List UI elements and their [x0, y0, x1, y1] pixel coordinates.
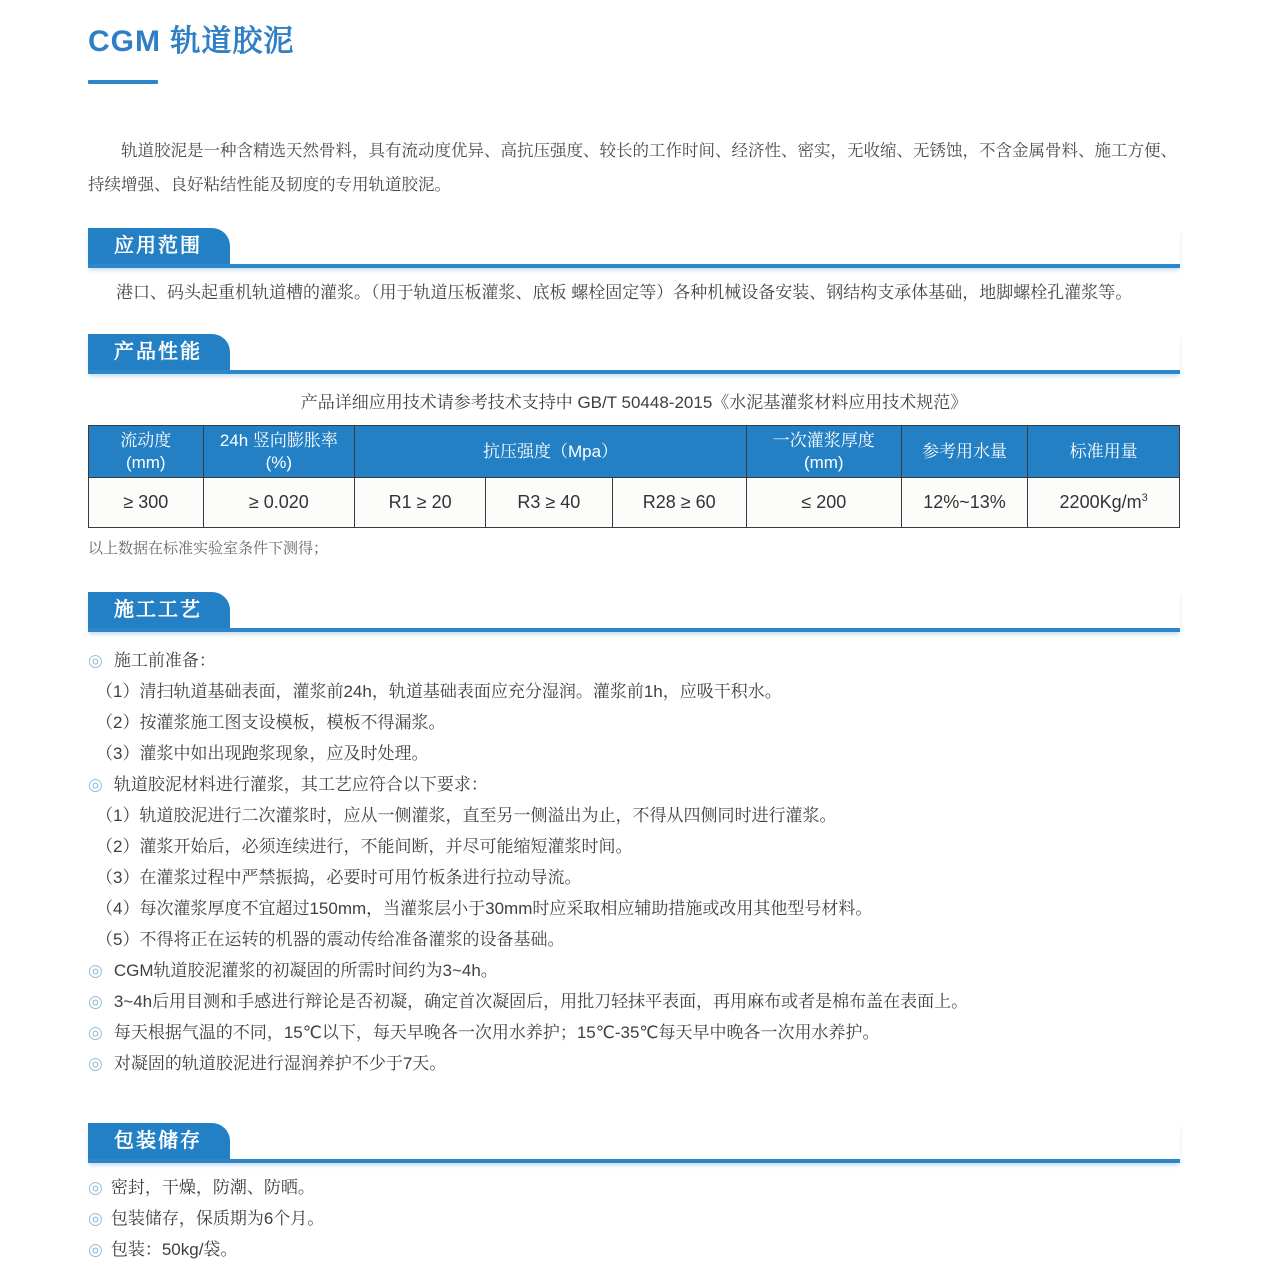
- value-strength-r1: R1 ≥ 20: [355, 478, 486, 528]
- value-flowability: ≥ 300: [89, 478, 204, 528]
- list-item: [88, 801, 1180, 831]
- title-underline: [88, 80, 158, 84]
- list-item: [88, 1049, 1180, 1079]
- list-item: [88, 1235, 1180, 1265]
- col-header-water-ratio: 参考用水量: [901, 426, 1028, 478]
- section-badge-application: 应用范围: [88, 228, 230, 264]
- application-text: 港口、码头起重机轨道槽的灌浆。（用于轨道压板灌浆、底板 螺栓固定等）各种机械设备安装、钢结构支承体基础，地脚螺栓孔灌浆等。: [116, 283, 1133, 302]
- list-item-text: 包装储存，保质期为6个月。: [110, 1209, 325, 1228]
- list-item-text: 施工前准备：: [113, 651, 216, 670]
- ring-bullet-icon: ◎: [88, 992, 103, 1011]
- performance-table: [88, 425, 1180, 528]
- col-header-grout-thickness: 一次灌浆厚度 (mm): [746, 426, 901, 478]
- table-value-row: [89, 478, 1180, 528]
- value-water-ratio: 12%~13%: [901, 478, 1028, 528]
- list-item: [88, 863, 1180, 893]
- col-header-compressive-strength: 抗压强度（Mpa）: [355, 426, 747, 478]
- superscript-3: 3: [1141, 492, 1148, 504]
- document-page: [88, 0, 1180, 1265]
- col-header-standard-usage: 标准用量: [1028, 426, 1180, 478]
- list-item-text: CGM轨道胶泥灌浆的初凝固的所需时间约为3~4h。: [113, 961, 498, 980]
- list-item: [88, 646, 1180, 676]
- list-item: [88, 1204, 1180, 1234]
- list-item-text: （2）灌浆开始后，必须连续进行，不能间断，并尽可能缩短灌浆时间。: [96, 837, 633, 856]
- list-item-text: （4）每次灌浆厚度不宜超过150mm，当灌浆层小于30mm时应采取相应辅助措施或改用其他型号材料。: [96, 899, 873, 918]
- value-expansion: ≥ 0.020: [203, 478, 355, 528]
- value-standard-usage: $2200Kg/m^3$: [1028, 478, 1180, 528]
- packaging-list: [88, 1173, 1180, 1265]
- list-item: [88, 925, 1180, 955]
- list-item: [88, 1173, 1180, 1203]
- list-item-text: 3~4h后用目测和手感进行辩论是否初凝，确定首次凝固后，用批刀轻抹平表面，再用麻布或者是棉布盖在表面上。: [113, 992, 969, 1011]
- col-header-expansion: 24h 竖向膨胀率 (%): [203, 426, 355, 478]
- page-title: CGM 轨道胶泥: [88, 25, 295, 58]
- list-item-text: （3）在灌浆过程中严禁振捣，必要时可用竹板条进行拉动导流。: [96, 868, 582, 887]
- section-header-performance: [88, 334, 1180, 374]
- list-item-text: 密封，干燥，防潮、防晒。: [110, 1178, 315, 1197]
- col-header-flowability: 流动度 (mm): [89, 426, 204, 478]
- list-item: [88, 832, 1180, 862]
- list-item: [88, 987, 1180, 1017]
- value-grout-thickness: ≤ 200: [746, 478, 901, 528]
- ring-bullet-icon: ◎: [88, 1209, 103, 1228]
- ring-bullet-icon: ◎: [88, 1178, 103, 1197]
- section-header-packaging: [88, 1123, 1180, 1163]
- list-item-text: （3）灌浆中如出现跑浆现象，应及时处理。: [96, 744, 429, 763]
- section-header-construction: [88, 592, 1180, 632]
- list-item-text: （1）轨道胶泥进行二次灌浆时，应从一侧灌浆，直至另一侧溢出为止，不得从四侧同时进行灌浆。: [96, 806, 837, 825]
- list-item-text: 对凝固的轨道胶泥进行湿润养护不少于7天。: [113, 1054, 447, 1073]
- list-item: [88, 708, 1180, 738]
- table-header-row: [89, 426, 1180, 478]
- list-item-text: （2）按灌浆施工图支设模板，模板不得漏浆。: [96, 713, 446, 732]
- value-strength-r3: R3 ≥ 40: [486, 478, 613, 528]
- ring-bullet-icon: ◎: [88, 1240, 103, 1259]
- ring-bullet-icon: ◎: [88, 1054, 103, 1073]
- list-item-text: （1）清扫轨道基础表面，灌浆前24h，轨道基础表面应充分湿润。灌浆前1h，应吸干积水。: [96, 682, 782, 701]
- section-badge-construction: 施工工艺: [88, 592, 230, 628]
- list-item: [88, 894, 1180, 924]
- list-item-text: 每天根据气温的不同，15℃以下，每天早晚各一次用水养护；15℃-35℃每天早中晚各一次用水养护。: [113, 1023, 880, 1042]
- construction-list: [88, 646, 1180, 1079]
- table-footnote: 以上数据在标准实验室条件下测得；: [88, 540, 329, 557]
- section-badge-packaging: 包装储存: [88, 1123, 230, 1159]
- ring-bullet-icon: ◎: [88, 775, 103, 794]
- section-badge-performance: 产品性能: [88, 334, 230, 370]
- performance-standard-note: 产品详细应用技术请参考技术支持中 GB/T 50448-2015《水泥基灌浆材料应用技术规范》: [300, 393, 968, 412]
- list-item: [88, 1018, 1180, 1048]
- intro-paragraph: 轨道胶泥是一种含精选天然骨料，具有流动度优异、高抗压强度、较长的工作时间、经济性、密实，无收缩、无锈蚀，不含金属骨料、施工方便、持续增强、良好粘结性能及韧度的专用轨道胶泥。: [88, 142, 1177, 194]
- list-item-text: 轨道胶泥材料进行灌浆，其工艺应符合以下要求：: [113, 775, 488, 794]
- ring-bullet-icon: ◎: [88, 651, 103, 670]
- list-item-text: 包装：50kg/袋。: [110, 1240, 238, 1259]
- list-item-text: （5）不得将正在运转的机器的震动传给准备灌浆的设备基础。: [96, 930, 565, 949]
- list-item: [88, 739, 1180, 769]
- value-strength-r28: R28 ≥ 60: [612, 478, 746, 528]
- list-item: [88, 956, 1180, 986]
- list-item: [88, 677, 1180, 707]
- section-header-application: [88, 228, 1180, 268]
- list-item: [88, 770, 1180, 800]
- ring-bullet-icon: ◎: [88, 961, 103, 980]
- ring-bullet-icon: ◎: [88, 1023, 103, 1042]
